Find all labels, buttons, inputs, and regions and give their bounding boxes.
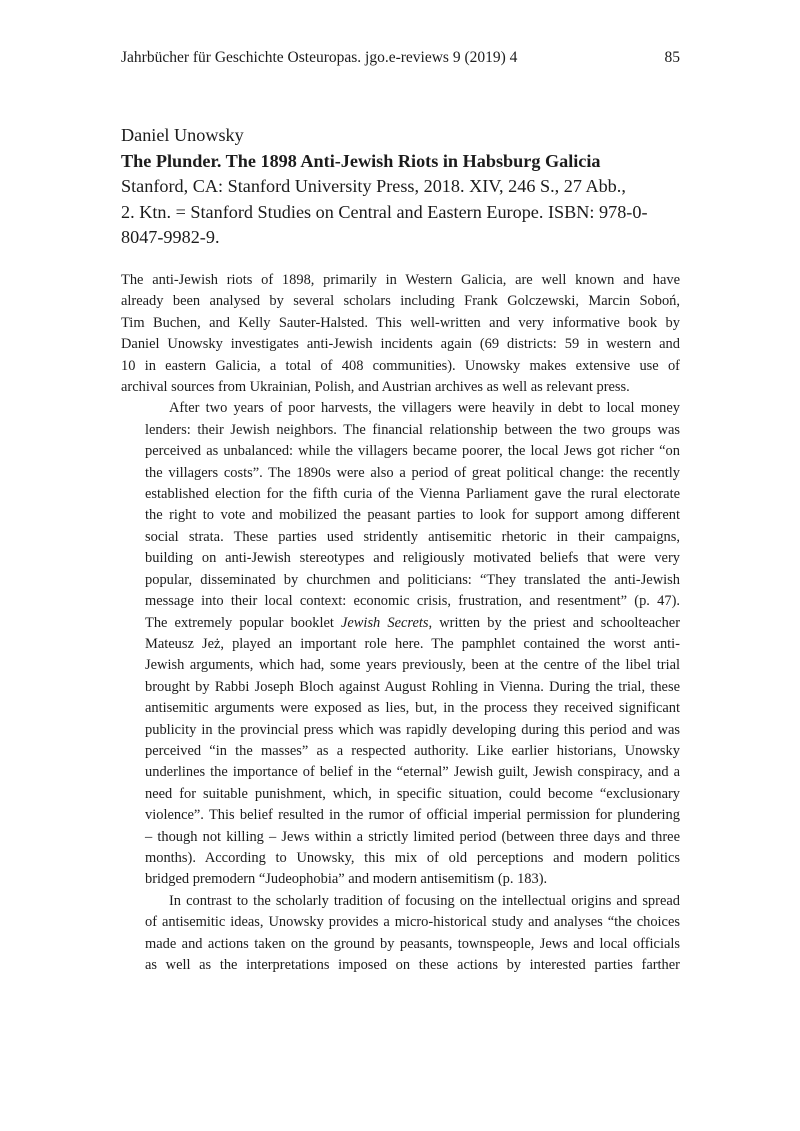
text-line: the villagers costs”. The 1890s were also a period of great political change: the recently — [145, 464, 680, 481]
publication-info-line: Stanford, CA: Stanford University Press, 2018. XIV, 246 S., 27 Abb., — [121, 176, 626, 196]
review-body — [121, 270, 680, 976]
text-line: After two years of poor harvests, the villagers were heavily in debt to local money — [169, 400, 680, 417]
book-title-italic: Jewish Secrets — [340, 614, 429, 631]
book-author: Daniel Unowsky — [121, 125, 244, 145]
text-line: message into their local context: economic crisis, frustration, and resentment” (p. 47). — [145, 593, 680, 610]
text-line: – though not killing – Jews within a strictly limited period (between three days and three — [145, 828, 680, 845]
text-line: the right to vote and mobilized the peasant parties to look for support among different — [145, 507, 680, 524]
text-line: as well as the interpretations imposed on these actions by interested parties farther — [145, 957, 680, 973]
publication-info-line: 8047-9982-9. — [121, 227, 220, 247]
text-line: Tim Buchen, and Kelly Sauter-Halsted. This well-written and very informative book by — [121, 314, 680, 331]
text-line: antisemitic arguments were exposed as lies, but, in the process they received significant — [145, 700, 680, 717]
text-line: The anti-Jewish riots of 1898, primarily in Western Galicia, are well known and have — [121, 272, 680, 288]
text-line: building on anti-Jewish stereotypes and religiously motivated beliefs that were very — [145, 550, 680, 567]
text-line: In contrast to the scholarly tradition of focusing on the intellectual origins and spread — [169, 892, 680, 909]
text-line: made and actions taken on the ground by peasants, townspeople, Jews and local officials — [145, 935, 680, 952]
text-line: months). According to Unowsky, this mix of old perceptions and modern politics — [145, 849, 680, 866]
text-line: violence”. This belief resulted in the rumor of official imperial permission for plundering — [145, 807, 680, 824]
text-line: established election for the fifth curia of the Vienna Parliament gave the rural electorate — [145, 486, 680, 503]
text-line: of antisemitic ideas, Unowsky provides a micro-historical study and analyses “the choices — [145, 914, 680, 931]
text-line: bridged premodern “Judeophobia” and modern antisemitism (p. 183). — [145, 871, 548, 888]
text-line: already been analysed by several scholars including Frank Golczewski, Marcin Soboń, — [121, 293, 680, 310]
paragraph-2 — [121, 398, 680, 890]
text-line: lenders: their Jewish neighbors. The financial relationship between the two groups was — [145, 421, 680, 438]
journal-citation: Jahrbücher für Geschichte Osteuropas. jgo.e-reviews 9 (2019) 4 — [121, 49, 518, 66]
text-line: Daniel Unowsky investigates anti-Jewish incidents again (69 districts: 59 in western and — [121, 336, 680, 353]
text-line: perceived as unbalanced: while the villagers became poorer, the local Jews got richer “on — [145, 443, 680, 460]
paragraph-1 — [121, 270, 680, 398]
text-line: social strata. These parties used stridently antisemitic rhetoric in their campaigns, — [145, 528, 680, 545]
text-line — [121, 613, 680, 634]
book-citation — [121, 123, 691, 251]
text-line: perceived “in the masses” as a respected authority. Like earlier historians, Unowsky — [145, 742, 680, 759]
text-line: Mateusz Jeż, played an important role here. The pamphlet contained the worst anti- — [145, 635, 680, 652]
publication-info-line: 2. Ktn. = Stanford Studies on Central and Eastern Europe. ISBN: 978-0- — [121, 201, 648, 222]
running-header — [121, 46, 680, 70]
text-fragment: The extremely popular booklet — [145, 614, 341, 631]
text-line: need for suitable punishment, which, in specific situation, could become “exclusionary — [145, 785, 680, 802]
book-title: The Plunder. The 1898 Anti-Jewish Riots in Habsburg Galicia — [121, 150, 601, 171]
page-number: 85 — [664, 49, 680, 66]
text-line: popular, disseminated by churchmen and politicians: “They translated the anti-Jewish — [145, 571, 680, 588]
text-line: Jewish arguments, which had, some years previously, been at the centre of the libel trial — [145, 657, 680, 674]
paragraph-3 — [121, 891, 680, 977]
text-fragment: , written by the priest and schoolteacher — [428, 614, 681, 631]
text-line: underlines the importance of belief in the “eternal” Jewish guilt, Jewish conspiracy, and a — [145, 764, 680, 781]
text-line: brought by Rabbi Joseph Bloch against August Rohling in Vienna. During the trial, these — [145, 678, 680, 695]
text-line: publicity in the provincial press which was rapidly developing during this period and was — [145, 721, 680, 738]
text-line: 10 in eastern Galicia, a total of 408 communities). Unowsky makes extensive use of — [121, 357, 680, 374]
text-line: archival sources from Ukrainian, Polish, and Austrian archives as well as relevant press. — [121, 379, 630, 396]
